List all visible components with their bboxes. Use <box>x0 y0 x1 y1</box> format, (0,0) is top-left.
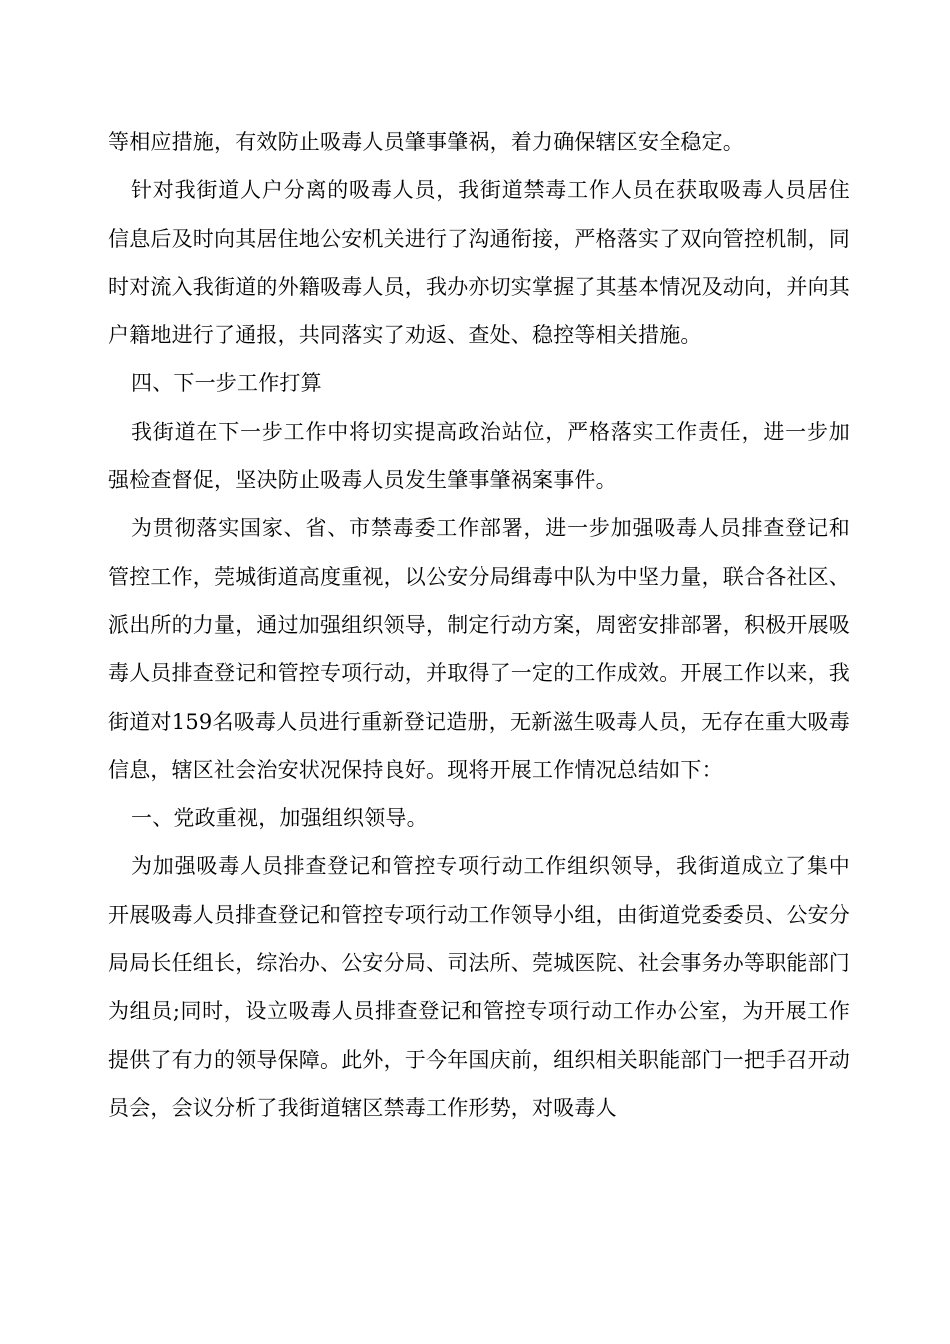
section-heading-next-steps: 四、下一步工作打算 <box>131 371 322 396</box>
section-heading-leadership: 一、党政重视，加强组织领导。 <box>131 806 428 831</box>
paragraph-continuation: 等相应措施，有效防止吸毒人员肇事肇祸，着力确保辖区安全稳定。 <box>108 130 744 154</box>
paragraph-cross-region-control: 针对我街道人户分离的吸毒人员，我街道禁毒工作人员在获取吸毒人员居住信息后及时向其居住地公安机关进行了沟通衔接，严格落实了双向管控机制，同时对流入我街道的外籍吸毒人员，我办亦切实掌握了其基本情况及动向，并向其户籍地进行了通报，共同落实了劝返、查处、稳控等相关措施。 <box>108 178 850 348</box>
paragraph-next-steps: 我街道在下一步工作中将切实提高政治站位，严格落实工作责任，进一步加强检查督促，坚决防止吸毒人员发生肇事肇祸案事件。 <box>108 419 850 493</box>
paragraph-summary-intro: 为贯彻落实国家、省、市禁毒委工作部署，进一步加强吸毒人员排查登记和管控工作，莞城街道高度重视，以公安分局缉毒中队为中坚力量，联合各社区、派出所的力量，通过加强组织领导，制定行动方案，周密安排部署，积极开展吸毒人员排查登记和管控专项行动，并取得了一定的工作成效。开展工作以来，我街道对159名吸毒人员进行重新登记造册，无新滋生吸毒人员，无存在重大吸毒信息，辖区社会治安状况保持良好。现将开展工作情况总结如下： <box>108 516 850 782</box>
document-body <box>108 118 850 1132</box>
paragraph-leadership: 为加强吸毒人员排查登记和管控专项行动工作组织领导，我街道成立了集中开展吸毒人员排查登记和管控专项行动工作领导小组，由街道党委委员、公安分局局长任组长，综治办、公安分局、司法所、莞城医院、社会事务办等职能部门为组员;同时，设立吸毒人员排查登记和管控专项行动工作办公室，为开展工作提供了有力的领导保障。此外，于今年国庆前，组织相关职能部门一把手召开动员会，会议分析了我街道辖区禁毒工作形势，对吸毒人 <box>108 854 850 1120</box>
